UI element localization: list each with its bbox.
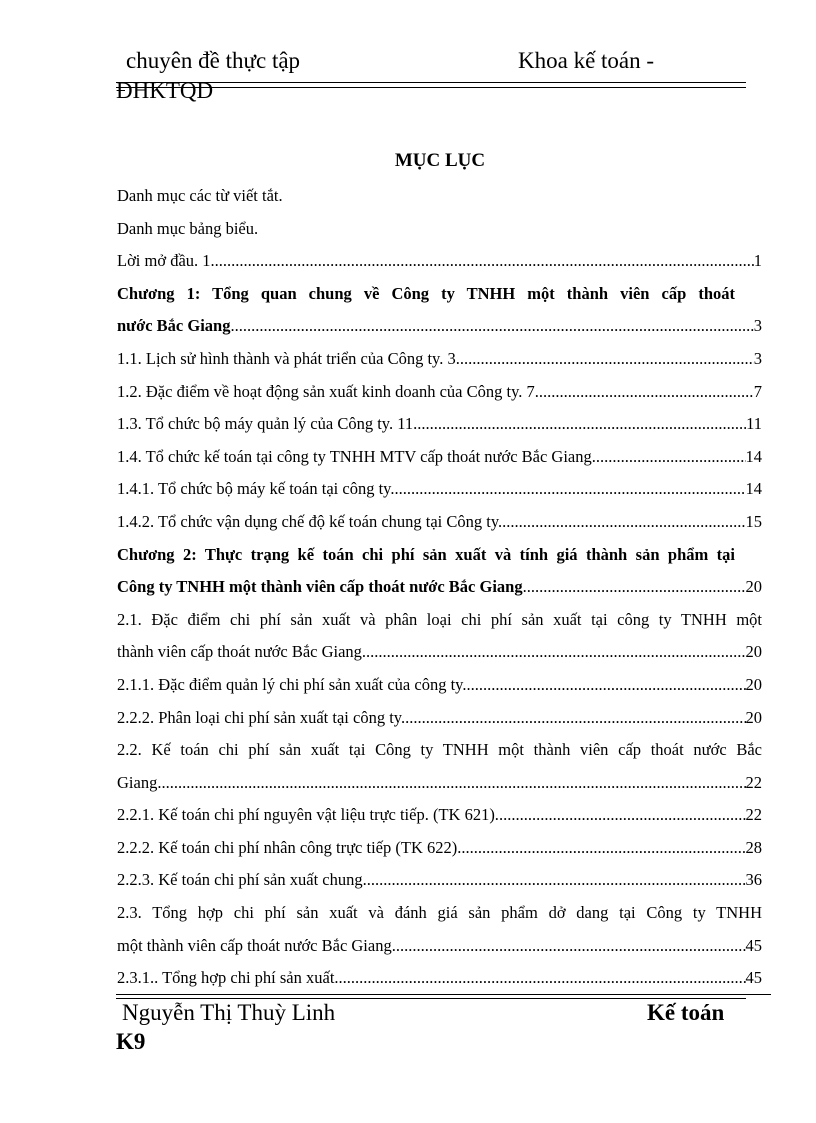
- toc-entry-text: Công ty TNHH một thành viên cấp thoát nước Bắc Giang: [117, 577, 523, 597]
- footer-author-name: Nguyễn Thị Thuỳ Linh: [122, 1000, 336, 1025]
- toc-page-number: 14: [745, 446, 762, 466]
- toc-page-number: 20: [745, 577, 762, 597]
- toc-entry-text: 1.4.1. Tổ chức bộ máy kế toán tại công ty.: [117, 479, 395, 499]
- toc-entry-text: 2.2.2. Phân loại chi phí sản xuất tại công ty.: [117, 707, 406, 727]
- toc-leader-dots: [339, 962, 746, 995]
- toc-entry-text: Danh mục bảng biểu.: [117, 218, 259, 238]
- toc-entry-text: 1.4.2. Tổ chức vận dụng chế độ kế toán chung tại Công ty.: [117, 511, 503, 531]
- toc-entry-text: 1.2. Đặc điểm về hoạt động sản xuất kinh doanh của Công ty. 7: [117, 381, 535, 401]
- footer-rule: [116, 994, 771, 995]
- toc-entry-2-2-1: [117, 799, 762, 832]
- toc-entry-text: Lời mở đầu. 1: [117, 251, 211, 271]
- footer-rule: [116, 998, 746, 999]
- toc-leader-dots: [405, 702, 745, 735]
- toc-entry-text: 2.1.1. Đặc điểm quản lý chi phí sản xuất của công ty.: [117, 674, 467, 694]
- toc-entry-text: Danh mục các từ viết tắt.: [117, 186, 283, 205]
- toc-leader-dots: [413, 408, 746, 441]
- toc-entry-1-4-1: [117, 473, 762, 506]
- toc-leader-dots: [366, 636, 745, 669]
- toc-entry-2-3: [117, 930, 762, 963]
- toc-entry-1-4-2: [117, 506, 762, 539]
- toc-entry-2-3-1: [117, 962, 762, 995]
- toc-entry-2-2: [117, 767, 762, 800]
- toc-entry-text: 2.2.2. Kế toán chi phí nhân công trực tiếp (TK 622): [117, 837, 458, 857]
- toc-entry-introduction: [117, 245, 762, 278]
- toc-page-number: 7: [753, 381, 762, 401]
- toc-page-number: 20: [745, 674, 762, 694]
- header-department-label: Khoa kế toán -: [518, 48, 655, 73]
- toc-page-number: 45: [745, 968, 762, 988]
- toc-entry-text: 2.2.3. Kế toán chi phí sản xuất chung: [117, 870, 363, 890]
- toc-entry-2-2-2b: [117, 832, 762, 865]
- toc-leader-dots: [502, 506, 745, 539]
- toc-leader-dots: [396, 930, 746, 963]
- toc-page-number: 36: [745, 870, 762, 890]
- toc-entry-text: nước Bắc Giang: [117, 316, 231, 336]
- toc-page-number: 1: [753, 251, 762, 271]
- toc-entry-1-2: [117, 376, 762, 409]
- toc-page-number: 28: [745, 837, 762, 857]
- table-of-contents: [117, 180, 767, 995]
- toc-entry-1-4: [117, 441, 762, 474]
- header-university-label: ĐHKTQD: [116, 78, 214, 103]
- toc-page-number: 22: [745, 805, 762, 825]
- toc-entry-1-1: [117, 343, 762, 376]
- toc-page-number: 20: [745, 707, 762, 727]
- toc-entry-2-2-2a: [117, 702, 762, 735]
- toc-entry-text: Giang.: [117, 772, 162, 792]
- toc-leader-dots: [592, 441, 746, 474]
- toc-page-number: 22: [745, 772, 762, 792]
- toc-entry-2-1-1: [117, 669, 762, 702]
- toc-entry-1-3: [117, 408, 762, 441]
- toc-page-number: 14: [745, 479, 762, 499]
- footer-class-label: K9: [116, 1029, 146, 1054]
- toc-leader-dots: [394, 473, 745, 506]
- toc-entry-chapter-2: [117, 571, 762, 604]
- toc-leader-dots: [466, 669, 745, 702]
- toc-leader-dots: [523, 571, 746, 604]
- toc-leader-dots: [499, 799, 746, 832]
- toc-entry-2-3-line1: 2.3. Tổng hợp chi phí sản xuất và đánh giá sản phẩm dở dang tại Công ty TNHH: [117, 903, 762, 923]
- toc-leader-dots: [363, 864, 746, 897]
- toc-leader-dots: [456, 343, 754, 376]
- toc-entry-2-1-line1: 2.1. Đặc điểm chi phí sản xuất và phân loại chi phí sản xuất tại công ty TNHH một: [117, 609, 762, 629]
- toc-leader-dots: [230, 310, 753, 343]
- toc-entry-text: một thành viên cấp thoát nước Bắc Giang.: [117, 935, 396, 955]
- toc-page-number: 45: [745, 935, 762, 955]
- toc-entry-2-2-3: [117, 864, 762, 897]
- footer-major-label: Kế toán: [647, 1000, 725, 1025]
- toc-entry-text: 1.1. Lịch sử hình thành và phát triển của Công ty. 3: [117, 348, 456, 368]
- toc-leader-dots: [535, 376, 754, 409]
- toc-page-number: 20: [745, 642, 762, 662]
- header-course-label: chuyên đề thực tập: [126, 48, 301, 73]
- toc-leader-dots: [457, 832, 745, 865]
- toc-page-number: 3: [753, 316, 762, 336]
- toc-entry-abbreviations: [117, 180, 767, 213]
- toc-entry-text: 2.2.1. Kế toán chi phí nguyên vật liệu trực tiếp. (TK 621).: [117, 805, 499, 825]
- toc-entry-chapter-1: [117, 310, 762, 343]
- toc-entry-2-1: [117, 636, 762, 669]
- toc-entry-text: 1.3. Tổ chức bộ máy quản lý của Công ty. 11: [117, 414, 414, 434]
- toc-entry-tables: [117, 213, 767, 246]
- toc-page-number: 15: [745, 511, 762, 531]
- toc-title: MỤC LỤC: [394, 150, 486, 171]
- toc-entry-chapter-2-line1: Chương 2: Thực trạng kế toán chi phí sản xuất và tính giá thành sản phẩm tại: [117, 544, 735, 564]
- toc-entry-text: 2.3.1.. Tổng hợp chi phí sản xuất.: [117, 968, 339, 988]
- toc-leader-dots: [211, 245, 754, 278]
- toc-entry-chapter-1-line1: Chương 1: Tổng quan chung về Công ty TNHH một thành viên cấp thoát: [117, 283, 735, 303]
- toc-entry-text: thành viên cấp thoát nước Bắc Giang.: [117, 642, 367, 662]
- toc-entry-2-2-line1: 2.2. Kế toán chi phí sản xuất tại Công ty TNHH một thành viên cấp thoát nước Bắc: [117, 740, 762, 760]
- toc-entry-text: 1.4. Tổ chức kế toán tại công ty TNHH MTV cấp thoát nước Bắc Giang: [117, 446, 592, 466]
- toc-leader-dots: [161, 767, 745, 800]
- toc-page-number: 11: [746, 414, 762, 434]
- toc-page-number: 3: [753, 348, 762, 368]
